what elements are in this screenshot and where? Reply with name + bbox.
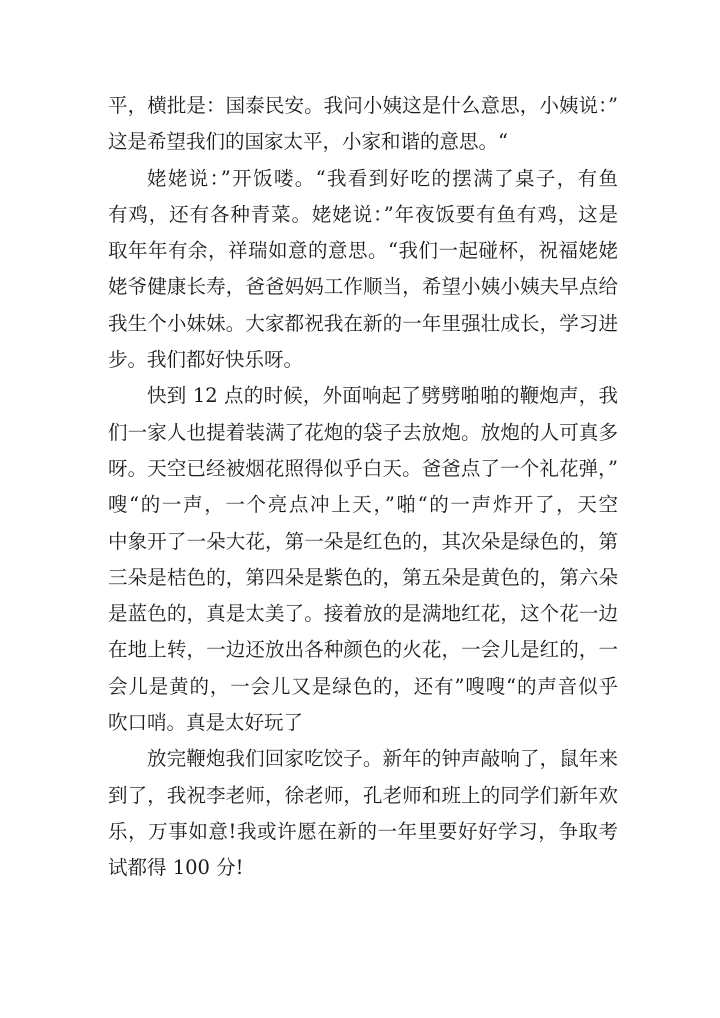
- text-line: 姥姥说：”开饭喽。“我看到好吃的摆满了桌子，有鱼: [147, 166, 618, 190]
- text-line: 快到 12 点的时候，外面响起了劈劈啪啪的鞭炮声，我: [147, 384, 618, 408]
- text-line: 嗖“的一声，一个亮点冲上天，”啪“的一声炸开了，天空: [108, 493, 618, 517]
- text-line: 吹口哨。真是太好玩了: [108, 711, 304, 735]
- text-line: 会儿是黄的，一会儿又是绿色的，还有”嗖嗖“的声音似乎: [108, 674, 618, 698]
- text-line: 三朵是桔色的，第四朵是紫色的，第五朵是黄色的，第六朵: [108, 565, 618, 589]
- text-line: 取年年有余，祥瑞如意的意思。“我们一起碰杯，祝福姥姥: [108, 239, 618, 263]
- text-line: 放完鞭炮我们回家吃饺子。新年的钟声敲响了，鼠年来: [147, 747, 618, 771]
- text-line: 中象开了一朵大花，第一朵是红色的，其次朵是绿色的，第: [108, 529, 618, 553]
- text-line: 试都得 100 分!: [108, 856, 244, 880]
- article-body: [108, 88, 618, 887]
- text-line: 乐，万事如意!我或许愿在新的一年里要好好学习，争取考: [108, 819, 618, 843]
- text-line: 是蓝色的，真是太美了。接着放的是满地红花，这个花一边: [108, 602, 618, 626]
- text-line: 有鸡，还有各种青菜。姥姥说：”年夜饭要有鱼有鸡，这是: [108, 202, 618, 226]
- text-line: 姥爷健康长寿，爸爸妈妈工作顺当，希望小姨小姨夫早点给: [108, 275, 618, 299]
- text-line: 步。我们都好快乐呀。: [108, 348, 304, 372]
- text-line: 这是希望我们的国家太平，小家和谐的意思。“: [108, 130, 508, 154]
- text-line: 我生个小妹妹。大家都祝我在新的一年里强壮成长，学习进: [108, 311, 618, 335]
- text-line: 在地上转，一边还放出各种颜色的火花，一会儿是红的，一: [108, 638, 618, 662]
- text-line: 平，横批是：国泰民安。我问小姨这是什么意思，小姨说：”: [108, 94, 618, 117]
- text-line: 到了，我祝李老师，徐老师，孔老师和班上的同学们新年欢: [108, 783, 618, 807]
- text-line: 们一家人也提着装满了花炮的袋子去放炮。放炮的人可真多: [108, 420, 618, 444]
- text-line: 呀。天空已经被烟花照得似乎白天。爸爸点了一个礼花弹，”: [108, 456, 618, 480]
